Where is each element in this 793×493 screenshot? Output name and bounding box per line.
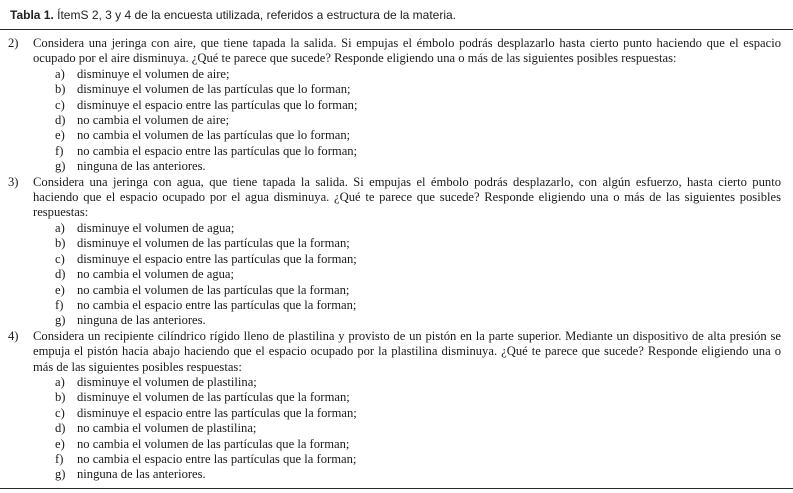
caption-label: Tabla 1. <box>10 8 54 22</box>
option-row <box>33 406 781 421</box>
option-row <box>33 421 781 436</box>
table-body <box>0 30 793 488</box>
item-number: 3) <box>8 174 19 189</box>
option-text: no cambia el volumen de las partículas que lo forman; <box>77 128 351 143</box>
table-caption <box>0 0 793 29</box>
option-text: disminuye el espacio entre las partículas que la forman; <box>77 251 357 266</box>
survey-item <box>8 36 781 175</box>
option-row <box>33 67 781 82</box>
option-text: disminuye el volumen de las partículas que la forman; <box>77 236 350 251</box>
option-label: g) <box>55 467 66 482</box>
option-text: no cambia el volumen de las partículas que la forman; <box>77 436 350 451</box>
option-row <box>33 113 781 128</box>
option-label: f) <box>55 451 64 466</box>
option-row <box>33 221 781 236</box>
option-text: disminuye el volumen de agua; <box>77 220 235 235</box>
survey-item <box>8 329 781 483</box>
option-label: c) <box>55 405 65 420</box>
option-row <box>33 159 781 174</box>
option-row <box>33 298 781 313</box>
option-row <box>33 252 781 267</box>
option-text: disminuye el espacio entre las partículas que la forman; <box>77 405 357 420</box>
option-text: no cambia el espacio entre las partículas que la forman; <box>77 451 357 466</box>
option-label: d) <box>55 267 66 282</box>
item-question: Considera una jeringa con agua, que tiene tapada la salida. Si empujas el émbolo podrás desplazarlo, con algún esfuerzo, hasta cierto punto haciendo que el espacio ocupado por el agua disminuya. ¿Qué te parece que sucede? Responde eligiendo una o más de las siguientes posibles respuestas: <box>33 174 781 220</box>
option-text: no cambia el volumen de aire; <box>77 113 230 128</box>
option-row <box>33 267 781 282</box>
option-label: b) <box>55 82 66 97</box>
option-text: disminuye el espacio entre las partículas que lo forman; <box>77 97 358 112</box>
option-row <box>33 144 781 159</box>
option-row <box>33 128 781 143</box>
option-text: ninguna de las anteriores. <box>77 159 206 174</box>
option-label: d) <box>55 421 66 436</box>
option-text: disminuye el volumen de las partículas que lo forman; <box>77 82 351 97</box>
caption-text: ÍtemS 2, 3 y 4 de la encuesta utilizada, referidos a estructura de la materia. <box>57 8 457 22</box>
option-label: c) <box>55 251 65 266</box>
survey-item <box>8 175 781 329</box>
option-label: e) <box>55 436 65 451</box>
option-text: disminuye el volumen de las partículas que la forman; <box>77 390 350 405</box>
item-body <box>33 329 781 483</box>
option-text: no cambia el volumen de agua; <box>77 267 235 282</box>
option-label: b) <box>55 236 66 251</box>
option-text: ninguna de las anteriores. <box>77 313 206 328</box>
option-row <box>33 82 781 97</box>
item-number: 2) <box>8 36 19 50</box>
option-text: no cambia el volumen de plastilina; <box>77 421 257 436</box>
option-label: c) <box>55 97 65 112</box>
option-text: no cambia el volumen de las partículas que la forman; <box>77 282 350 297</box>
option-row <box>33 283 781 298</box>
option-text: disminuye el volumen de plastilina; <box>77 374 257 389</box>
option-label: a) <box>55 220 65 235</box>
option-row <box>33 313 781 328</box>
item-number: 4) <box>8 328 19 343</box>
option-label: a) <box>55 374 65 389</box>
item-body <box>33 175 781 329</box>
option-row <box>33 375 781 390</box>
bottom-rule <box>0 488 793 489</box>
option-label: b) <box>55 390 66 405</box>
option-text: no cambia el espacio entre las partículas que la forman; <box>77 297 357 312</box>
option-label: g) <box>55 313 66 328</box>
option-text: ninguna de las anteriores. <box>77 467 206 482</box>
option-row <box>33 452 781 467</box>
option-label: g) <box>55 159 66 174</box>
option-label: f) <box>55 297 64 312</box>
option-label: d) <box>55 113 66 128</box>
option-row <box>33 467 781 482</box>
item-body <box>33 36 781 175</box>
item-question: Considera una jeringa con aire, que tiene tapada la salida. Si empujas el émbolo podrás desplazarlo hasta cierto punto haciendo que el espacio ocupado por el aire disminuya. ¿Qué te parece que sucede? Responde eligiendo una o más de las siguientes posibles respuestas: <box>33 36 781 66</box>
option-row <box>33 236 781 251</box>
item-question: Considera un recipiente cilíndrico rígido lleno de plastilina y provisto de un pistón en la parte superior. Mediante un dispositivo de alta presión se empuja el pistón hacia abajo haciendo que el espacio ocupado por la plastilina disminuya. ¿Qué te parece que sucede? Responde eligiendo una o más de las siguientes posibles respuestas: <box>33 328 781 374</box>
option-label: e) <box>55 282 65 297</box>
option-row <box>33 437 781 452</box>
option-row <box>33 98 781 113</box>
option-text: no cambia el espacio entre las partículas que lo forman; <box>77 143 358 158</box>
option-text: disminuye el volumen de aire; <box>77 66 230 81</box>
option-label: e) <box>55 128 65 143</box>
option-label: f) <box>55 143 64 158</box>
option-label: a) <box>55 66 65 81</box>
option-row <box>33 390 781 405</box>
